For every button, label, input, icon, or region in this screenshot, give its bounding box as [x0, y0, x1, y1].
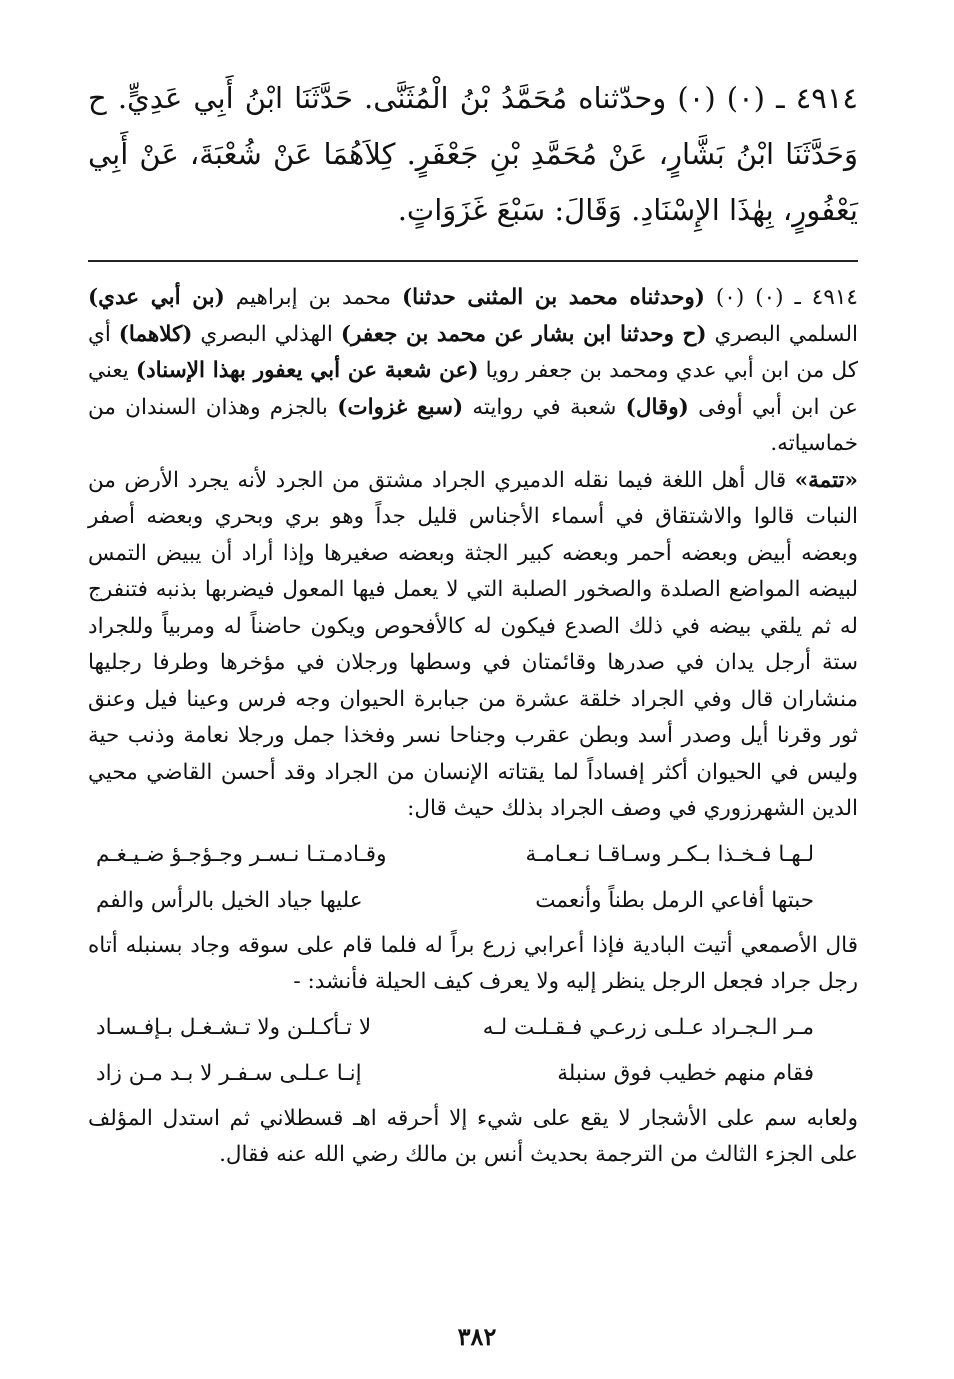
plain-text: أي كل من ابن أبي عدي ومحمد بن جعفر رويا — [88, 321, 858, 383]
commentary-paragraph-isnad — [88, 280, 858, 463]
separator-rule — [88, 260, 858, 262]
commentary-block — [88, 280, 858, 1174]
poem-verse — [88, 878, 858, 924]
hadith-text-block — [88, 70, 858, 238]
verse-first-hemistich: فقام منهم خطيب فوق سنبلة — [557, 1060, 814, 1086]
bold-text: (سبع غزوات) — [337, 394, 464, 420]
plain-text: الهذلي البصري — [192, 321, 341, 347]
plain-text: يعني عن ابن أبي أوفى — [88, 358, 858, 420]
poem-block-2 — [88, 1005, 858, 1097]
bold-text: (كلاهما) — [118, 321, 193, 347]
verse-second-hemistich: وقـادمـتـا نـسـر وجـؤجـؤ ضـيـغـم — [96, 841, 387, 867]
plain-text: السلمي البصري — [706, 321, 858, 347]
bold-text: (ح وحدثنا ابن بشار عن محمد بن جعفر) — [340, 321, 707, 347]
poem-block-1 — [88, 832, 858, 924]
page-number: ٣٨٢ — [457, 1322, 497, 1351]
bold-text: (وقال) — [625, 394, 689, 420]
poem-verse — [88, 1005, 858, 1051]
page-body — [88, 70, 858, 1339]
verse-first-hemistich: لـهـا فـخـذا بـكـر وسـاقـا نـعـامـة — [525, 841, 814, 867]
commentary-paragraph-closing: ولعابه سم على الأشجار لا يقع على شيء إلا أحرقه اهـ قسطلاني ثم استدل المؤلف على الجزء الثالث من الترجمة بحديث أنس بن مالك رضي الله عنه فقال. — [88, 1105, 858, 1167]
plain-text: بالجزم وهذان السندان من خماسياته. — [88, 394, 858, 456]
plain-text: قال أهل اللغة فيما نقله الدميري الجراد مشتق من الجرد لأنه يجرد الأرض من النبات قالوا والاشتقاق في أسماء الأجناس قليل جداً وهو بري وبحري وبعضه أصفر وبعضه أبيض وبعضه أحمر وبعضه كبير الجثة وبعضه صغيرها وإذا أراد أن يبيض التمس لبيضه المواضع الصلدة والصخور الصلبة التي لا يعمل فيها المعول فيضربها بذنبه فتنفرج له ثم يلقي بيضه في ذلك الصدع فيكون له كالأفحوص ويكون حاضناً له ومربياً وللجراد ستة أرجل يدان في صدرها وقائمتان في وسطها ورجلان في مؤخرها وطرفا رجليها منشاران قال وفي الجراد خلقة عشرة من جبابرة الحيوان وجه فرس وعينا فيل وعنق ثور وقرنا أيل وصدر أسد وبطن عقرب وجناحا نسر وفخذا جمل ورجلا نعامة وذنب حية وليس في الحيوان أكثر إفساداً لما يقتاته الإنسان من الجراد وقد أحسن القاضي محيي الدين الشهرزوري في وصف الجراد بذلك حيث قال: — [88, 467, 858, 821]
verse-second-hemistich: لا تـأكـلـن ولا تـشـغـل بـإفـسـاد — [96, 1014, 372, 1040]
verse-first-hemistich: حبتها أفاعي الرمل بطناً وأنعمت — [535, 887, 814, 913]
bold-text: (عن شعبة عن أبي يعفور بهذا الإسناد) — [135, 358, 479, 383]
poem-verse — [88, 1051, 858, 1097]
commentary-paragraph-tatimma — [88, 463, 858, 828]
commentary-paragraph-asmai: قال الأصمعي أتيت البادية فإذا أعرابي زرع براً له فلما قام على سوقه وجاد بسنبله أتاه رجل جراد فجعل الرجل ينظر إليه ولا يعرف كيف الحيلة فأنشد: - — [88, 932, 858, 994]
bold-text: (بن أبي عدي) — [88, 285, 225, 310]
section-heading: «تتمة» — [794, 467, 858, 493]
plain-text: محمد بن إبراهيم — [224, 285, 402, 310]
verse-second-hemistich: عليها جياد الخيل بالرأس والفم — [96, 887, 363, 913]
verse-first-hemistich: مـر الـجـراد عـلـى زرعـي فـقـلـت لـه — [482, 1014, 814, 1040]
hadith-text: ٤٩١٤ ـ (٠) (٠) وحدّثناه مُحَمَّدُ بْنُ الْمُثَنَّى. حَدَّثَنَا ابْنُ أَبِي عَدِيٍّ. ح وَحَدَّثَنَا ابْنُ بَشَّارٍ، عَنْ مُحَمَّدِ بْنِ جَعْفَرٍ. كِلاَهُمَا عَنْ شُعْبَةَ، عَنْ أَبِي يَعْفُورٍ، بِهٰذَا الإِسْنَادِ. وَقَالَ: سَبْعَ غَزَوَاتٍ. — [88, 81, 859, 227]
poem-verse — [88, 832, 858, 878]
plain-text: شعبة في روايته — [463, 394, 626, 420]
bold-text: (وحدثناه محمد بن المثنى حدثنا) — [401, 285, 705, 310]
verse-second-hemistich: إنـا عـلـى سـفـر لا بـد مـن زاد — [96, 1060, 362, 1086]
hadith-number: ٤٩١٤ ـ (٠) (٠) — [704, 285, 858, 310]
